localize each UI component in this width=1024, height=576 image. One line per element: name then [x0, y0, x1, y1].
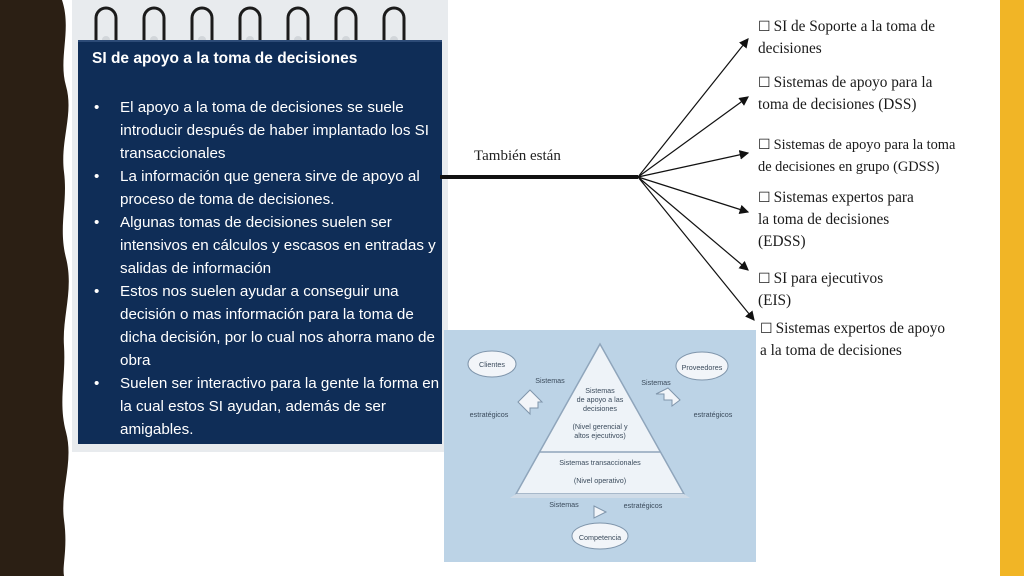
diagram-item-5: ☐ SI para ejecutivos (EIS) [758, 270, 884, 309]
bullet-item: • Suelen ser interactivo para la gente la forma en la cual estos SI ayudan, además de ser amigables. [92, 372, 442, 441]
bullet-item: • Estos nos suelen ayudar a conseguir una decisión o mas información para la toma de dicha decisión, por lo cual nos ahorra mano de obra [92, 280, 442, 372]
proveedores-label: Proveedores [681, 363, 723, 372]
checkbox-icon: ☐ [760, 321, 773, 337]
estrategicos-label-right: estratégicos [693, 410, 733, 419]
root-label: También están [474, 148, 561, 164]
bullet-item: • La información que genera sirve de apoyo al proceso de toma de decisiones. [92, 165, 442, 211]
connector-lines [440, 0, 760, 340]
clientes-label: Clientes [479, 360, 505, 369]
decorative-left-band [0, 0, 80, 576]
arrow-5 [638, 177, 748, 270]
checkbox-icon: ☐ [758, 271, 771, 287]
pyramid-illustration [444, 330, 756, 562]
sistemas-label-bottom: Sistemas [549, 500, 579, 509]
arrow-6 [638, 177, 754, 320]
diagram-item-4: ☐ Sistemas expertos para la toma de decisiones (EDSS) [758, 189, 914, 250]
sistemas-label-left: Sistemas [535, 376, 565, 385]
pyramid-bottom-label: Sistemas transaccionales [559, 458, 641, 467]
estrategicos-label-bottom: estratégicos [623, 501, 663, 510]
competencia-label: Competencia [578, 533, 622, 542]
diagram-item-6: ☐ Sistemas expertos de apoyo a la toma de decisiones [760, 320, 946, 359]
checkbox-icon: ☐ [758, 75, 771, 91]
notepad-card [72, 0, 448, 452]
notepad-title: SI de apoyo a la toma de decisiones [92, 50, 358, 67]
checkbox-icon: ☐ [758, 19, 771, 35]
pyramid-top-label: Sistemas de apoyo a las decisiones [576, 386, 624, 413]
sistemas-label-right: Sistemas [641, 378, 671, 387]
diagram-item-1: ☐ SI de Soporte a la toma de decisiones [758, 18, 935, 57]
arrow-4 [638, 177, 748, 212]
estrategicos-label-left: estratégicos [469, 410, 509, 419]
checkbox-icon: ☐ [758, 137, 771, 153]
pyramid-bottom-sublabel: (Nivel operativo) [573, 476, 627, 485]
bullet-item: • Algunas tomas de decisiones suelen ser intensivos en cálculos y escasos en entradas y salidas de información [92, 211, 442, 280]
bullet-list [92, 96, 442, 441]
decorative-right-band [1000, 0, 1024, 576]
diagram-item-2: ☐ Sistemas de apoyo para la toma de decisiones (DSS) [758, 74, 933, 113]
pyramid-top-sublabel: (Nivel gerencial y altos ejecutivos) [572, 422, 628, 440]
bullet-item: • El apoyo a la toma de decisiones se suele introducir después de haber implantado los SI transaccionales [92, 96, 442, 165]
diagram-item-3: ☐ Sistemas de apoyo para la toma de decisiones en grupo (GDSS) [758, 134, 998, 178]
checkbox-icon: ☐ [758, 190, 771, 206]
